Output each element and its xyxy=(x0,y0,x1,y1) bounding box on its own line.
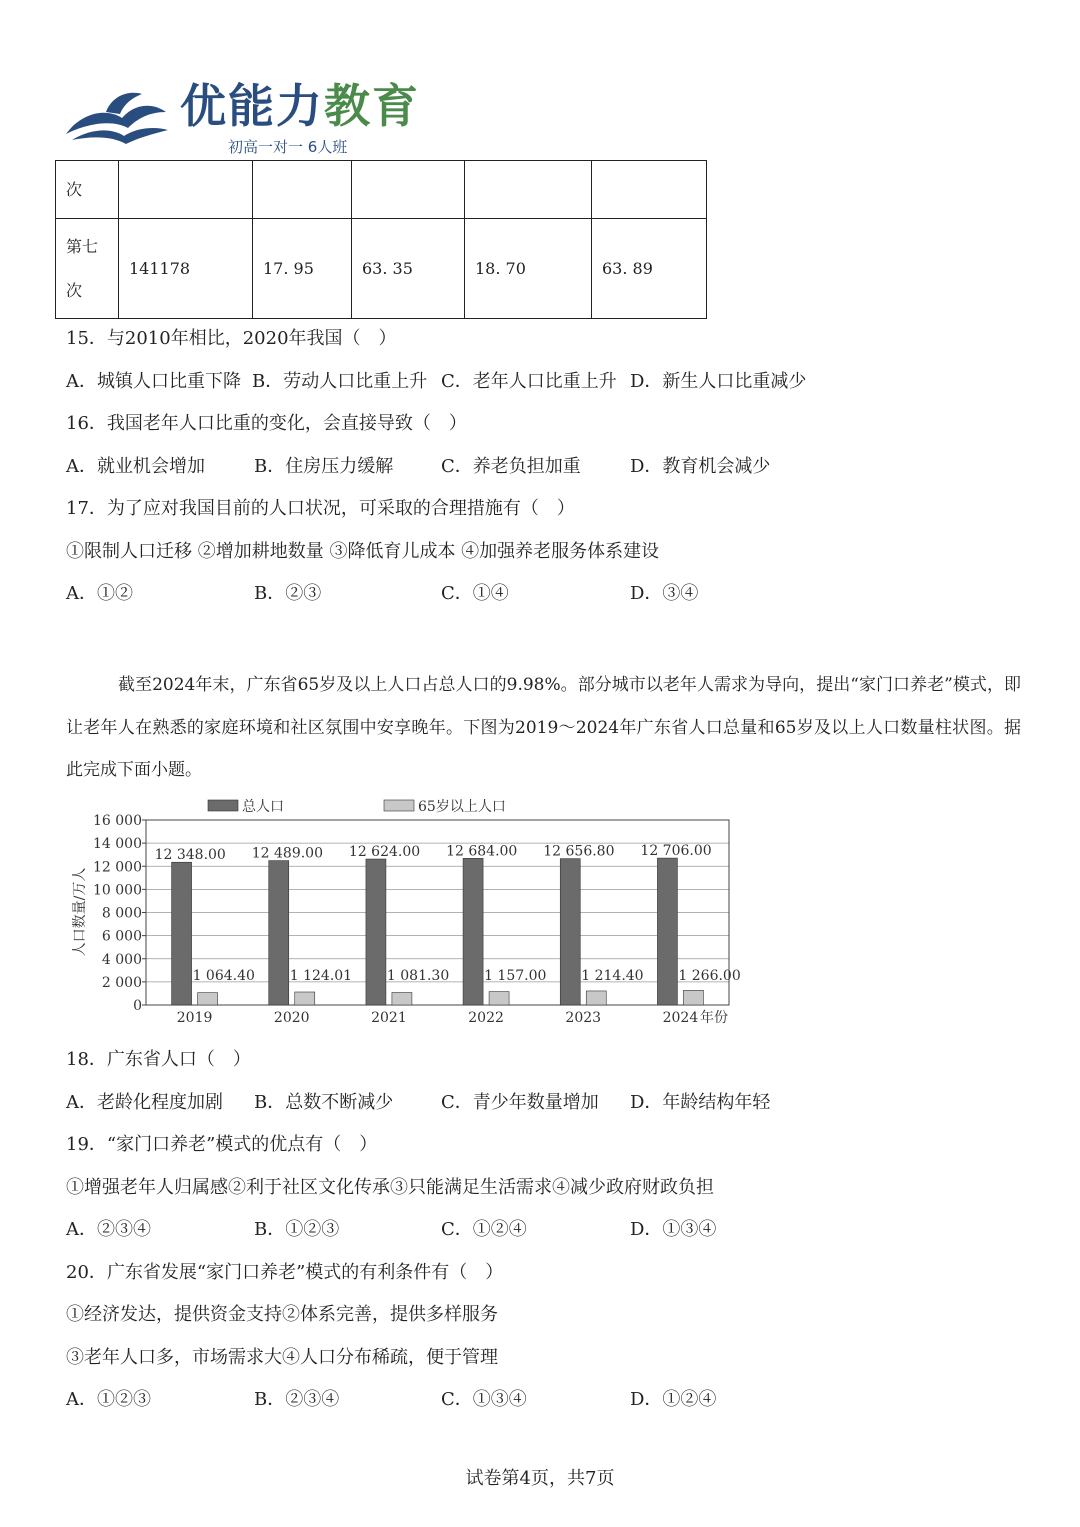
q17-option-c: C．①④ xyxy=(441,583,509,604)
q17-statements: ①限制人口迁移 ②增加耕地数量 ③降低育儿成本 ④加强养老服务体系建设 xyxy=(66,541,660,562)
chart-bars xyxy=(155,843,741,1005)
data-label-elderly: 1 214.40 xyxy=(581,968,644,984)
legend-swatch-total xyxy=(208,800,238,811)
q18-option-b: B．总数不断减少 xyxy=(254,1092,394,1113)
bar-elderly xyxy=(392,992,412,1005)
data-label-total: 12 624.00 xyxy=(348,844,421,861)
data-label-elderly: 1 124.01 xyxy=(289,968,353,984)
row-label-line: 第七 xyxy=(66,236,99,256)
legend-label-total: 总人口 xyxy=(242,799,284,815)
bar-elderly xyxy=(489,992,509,1005)
bar-elderly xyxy=(586,991,606,1005)
q15-option-d: D．新生人口比重减少 xyxy=(630,371,807,392)
bar-total xyxy=(366,859,386,1005)
q15-option-b: B．劳动人口比重上升 xyxy=(252,371,428,392)
q18-option-c: C．青少年数量增加 xyxy=(441,1092,599,1113)
bar-elderly xyxy=(295,992,315,1005)
table-cell: 141178 xyxy=(119,219,253,319)
data-label-elderly: 1 081.30 xyxy=(386,968,450,984)
bar-total xyxy=(463,858,483,1005)
y-tick-label: 2 000 xyxy=(101,974,142,991)
q16-option-c: C．养老负担加重 xyxy=(441,456,581,477)
data-label-total: 12 489.00 xyxy=(251,845,324,862)
bar-total xyxy=(172,862,192,1005)
q16-option-a: A．就业机会增加 xyxy=(66,456,205,477)
passage-text: 截至2024年末，广东省65岁及以上人口占总人口的9.98%。部分城市以老年人需求为导向，提出“家门口养老”模式，即让老年人在熟悉的家庭环境和社区氛围中安享晚年。下图为2019～2024年广东省人口总量和65岁及以上人口数量柱状图。据此完成下面小题。 xyxy=(66,675,1021,780)
table-cell xyxy=(253,161,352,219)
table-cell xyxy=(465,161,592,219)
table-cell xyxy=(352,161,465,219)
q17-option-a: A．①② xyxy=(66,583,133,604)
data-label-total: 12 684.00 xyxy=(446,843,518,860)
census-table xyxy=(55,160,707,319)
row-label-line: 次 xyxy=(66,179,83,199)
q19-option-b: B．①②③ xyxy=(254,1219,340,1240)
y-tick-label: 10 000 xyxy=(93,882,142,899)
legend-label-elderly: 65岁以上人口 xyxy=(418,799,506,815)
y-tick-label: 8 000 xyxy=(101,905,142,922)
bar-total xyxy=(269,861,289,1005)
bar-total xyxy=(657,858,677,1005)
book-bird-logo-icon xyxy=(62,82,172,152)
q19-option-d: D．①③④ xyxy=(630,1219,717,1240)
q20-statements-line1: ①经济发达，提供资金支持②体系完善，提供多样服务 xyxy=(66,1304,498,1325)
table-row xyxy=(56,219,707,319)
x-tick-label: 2021 xyxy=(371,1010,407,1026)
legend-swatch-elderly xyxy=(384,800,414,811)
question-19-stem: 19．“家门口养老”模式的优点有（ ） xyxy=(66,1134,378,1155)
question-17-stem: 17．为了应对我国目前的人口状况，可采取的合理措施有（ ） xyxy=(66,498,575,519)
q19-option-c: C．①②④ xyxy=(441,1219,527,1240)
question-18-stem: 18．广东省人口（ ） xyxy=(66,1049,251,1070)
q15-option-a: A．城镇人口比重下降 xyxy=(66,371,241,392)
bar-elderly xyxy=(198,993,218,1005)
data-label-elderly: 1 266.00 xyxy=(678,968,741,984)
q16-option-d: D．教育机会减少 xyxy=(630,456,771,477)
brand-tagline: 初高一对一 6人班 xyxy=(228,138,348,156)
q18-option-a: A．老龄化程度加剧 xyxy=(66,1092,223,1113)
q20-statements-line2: ③老年人口多，市场需求大④人口分布稀疏，便于管理 xyxy=(66,1347,498,1368)
q20-option-a: A．①②③ xyxy=(66,1389,151,1410)
q15-option-c: C．老年人口比重上升 xyxy=(441,371,617,392)
bar-total xyxy=(560,859,580,1005)
table-cell xyxy=(592,161,707,219)
question-15-stem: 15．与2010年相比，2020年我国（ ） xyxy=(66,328,397,349)
table-cell xyxy=(119,161,253,219)
table-cell: 18. 70 xyxy=(465,219,592,319)
q17-option-b: B．②③ xyxy=(254,583,322,604)
x-axis-label: 年份 xyxy=(700,1010,728,1026)
chart-gridlines xyxy=(146,843,729,982)
y-tick-label: 4 000 xyxy=(101,951,142,968)
y-tick-label: 14 000 xyxy=(93,836,142,853)
table-cell: 17. 95 xyxy=(253,219,352,319)
brand-name xyxy=(180,76,420,136)
q17-option-d: D．③④ xyxy=(630,583,699,604)
y-tick-label: 6 000 xyxy=(101,928,142,945)
data-label-elderly: 1 064.40 xyxy=(192,968,255,984)
x-tick-label: 2020 xyxy=(273,1010,310,1026)
q19-statements: ①增强老年人归属感②利于社区文化传承③只能满足生活需求④减少政府财政负担 xyxy=(66,1177,714,1198)
question-20-stem: 20．广东省发展“家门口养老”模式的有利条件有（ ） xyxy=(66,1262,504,1283)
brand-logo xyxy=(62,76,442,160)
table-cell: 63. 89 xyxy=(592,219,707,319)
q19-option-a: A．②③④ xyxy=(66,1219,151,1240)
q20-option-d: D．①②④ xyxy=(630,1389,717,1410)
table-cell: 63. 35 xyxy=(352,219,465,319)
x-tick-label: 2023 xyxy=(565,1010,602,1026)
question-16-stem: 16．我国老年人口比重的变化，会直接导致（ ） xyxy=(66,413,467,434)
y-axis-ticks xyxy=(93,813,146,1014)
population-bar-chart xyxy=(66,790,746,1035)
y-tick-label: 16 000 xyxy=(93,813,142,829)
table-row xyxy=(56,161,707,219)
bar-elderly xyxy=(683,990,703,1005)
page-footer: 试卷第4页，共7页 xyxy=(465,1468,615,1489)
q18-option-d: D．年龄结构年轻 xyxy=(630,1092,771,1113)
brand-name-part1: 优能力 xyxy=(180,79,324,133)
data-label-total: 12 348.00 xyxy=(154,847,226,864)
row-label-line: 次 xyxy=(66,280,83,300)
y-axis-label: 人口数量/万人 xyxy=(72,867,88,957)
x-tick-label: 2022 xyxy=(468,1010,504,1026)
data-label-elderly: 1 157.00 xyxy=(484,968,547,984)
q20-option-b: B．②③④ xyxy=(254,1389,340,1410)
y-tick-label: 12 000 xyxy=(93,859,142,876)
x-tick-label: 2019 xyxy=(176,1010,213,1026)
data-label-total: 12 656.80 xyxy=(543,843,615,860)
data-label-total: 12 706.00 xyxy=(640,843,712,860)
q16-option-b: B．住房压力缓解 xyxy=(254,456,394,477)
x-tick-label: 2024 xyxy=(662,1010,699,1026)
y-tick-label: 0 xyxy=(133,998,142,1014)
table-cell xyxy=(56,161,119,219)
x-axis-ticks xyxy=(177,1010,699,1026)
q20-option-c: C．①③④ xyxy=(441,1389,527,1410)
brand-name-part2: 教育 xyxy=(324,79,420,133)
table-cell xyxy=(56,219,119,319)
